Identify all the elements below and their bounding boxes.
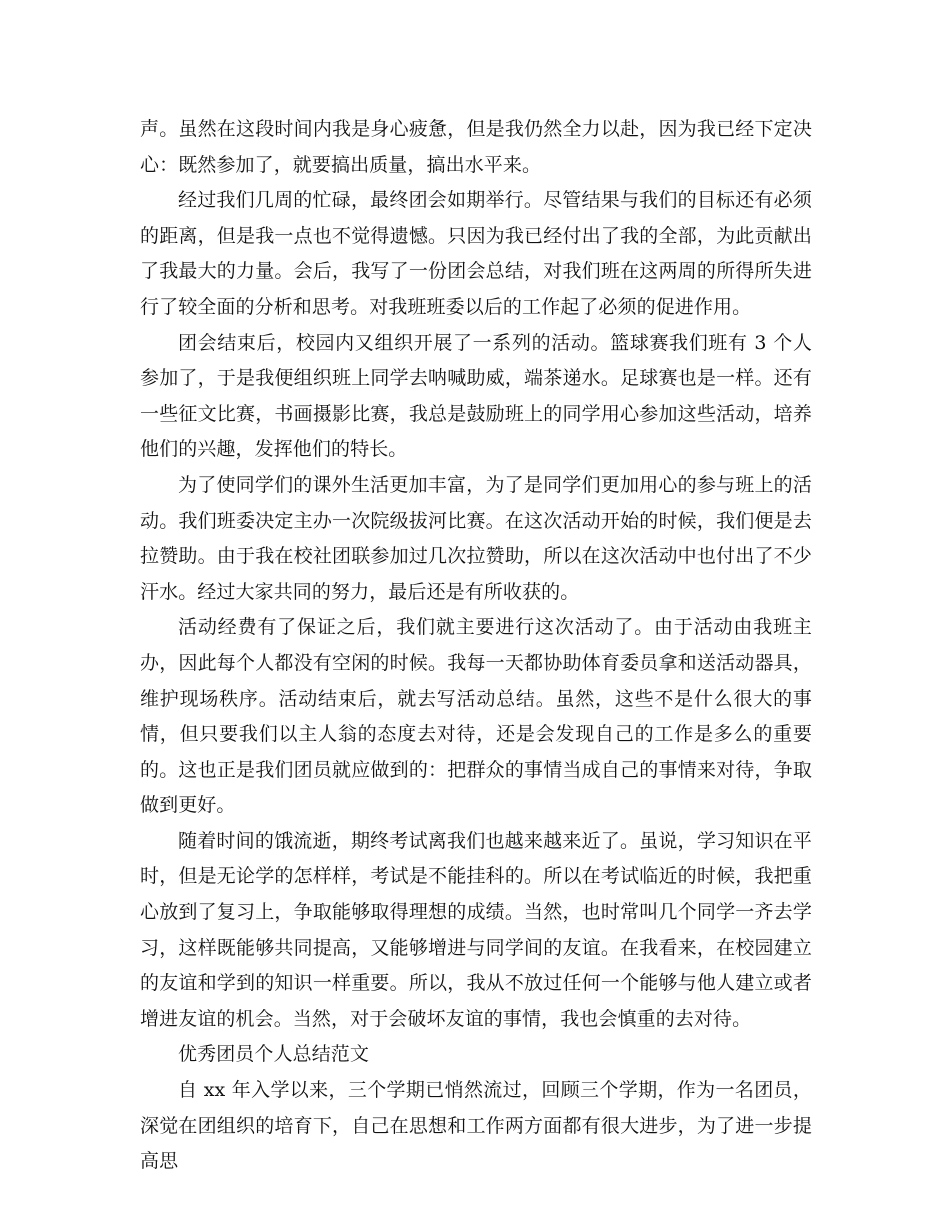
paragraph-continuation: 声。虽然在这段时间内我是身心疲惫，但是我仍然全力以赴，因为我已经下定决心：既然参加了，就要搞出质量，搞出水平来。 — [140, 118, 812, 176]
paragraph-summary-intro: 自 xx 年入学以来，三个学期已悄然流过，回顾三个学期，作为一名团员，深觉在团组织的培育下，自己在思想和工作两方面都有很大进步，为了进一步提高思 — [140, 1079, 812, 1173]
paragraph-tug-of-war: 为了使同学们的课外生活更加丰富，为了是同学们更加用心的参与班上的活动。我们班委决定主办一次院级拔河比赛。在这次活动开始的时候，我们便是去拉赞助。由于我在校社团联参加过几次拉赞助，所以在这次活动中也付出了不少汗水。经过大家共同的努力，最后还是有所收获的。 — [140, 473, 812, 603]
section-heading: 优秀团员个人总结范文 — [178, 1043, 370, 1066]
document-body — [140, 112, 812, 1180]
paragraph-team-meeting: 经过我们几周的忙碌，最终团会如期举行。尽管结果与我们的目标还有必须的距离，但是我一点也不觉得遗憾。只因为我已经付出了我的全部，为此贡献出了我最大的力量。会后，我写了一份团会总结，对我们班在这两周的所得所失进行了较全面的分析和思考。对我班班委以后的工作起了必须的促进作用。 — [140, 189, 812, 318]
paragraph-activity-execution: 活动经费有了保证之后，我们就主要进行这次活动了。由于活动由我班主办，因此每个人都没有空闲的时候。我每一天都协助体育委员拿和送活动器具，维护现场秩序。活动结束后，就去写活动总结。虽然，这些不是什么很大的事情，但只要我们以主人翁的态度去对待，还是会发现自己的工作是多么的重要的。这也正是我们团员就应做到的：把群众的事情当成自己的事情来对待，争取做到更好。 — [140, 616, 812, 817]
paragraph-campus-activities: 团会结束后，校园内又组织开展了一系列的活动。篮球赛我们班有 3 个人参加了，于是我便组织班上同学去呐喊助威，端茶递水。足球赛也是一样。还有一些征文比赛，书画摄影比赛，我总是鼓励班上的同学用心参加这些活动，培养他们的兴趣，发挥他们的特长。 — [140, 331, 812, 461]
paragraph-final-exams: 随着时间的饿流逝，期终考试离我们也越来越来近了。虽说，学习知识在平时，但是无论学的怎样样，考试是不能挂科的。所以在考试临近的时候，我把重心放到了复习上，争取能够取得理想的成绩。当然，也时常叫几个同学一齐去学习，这样既能够共同提高，又能够增进与同学间的友谊。在我看来，在校园建立的友谊和学到的知识一样重要。所以，我从不放过任何一个能够与他人建立或者增进友谊的机会。当然，对于会破坏友谊的事情，我也会慎重的去对待。 — [140, 829, 812, 1030]
